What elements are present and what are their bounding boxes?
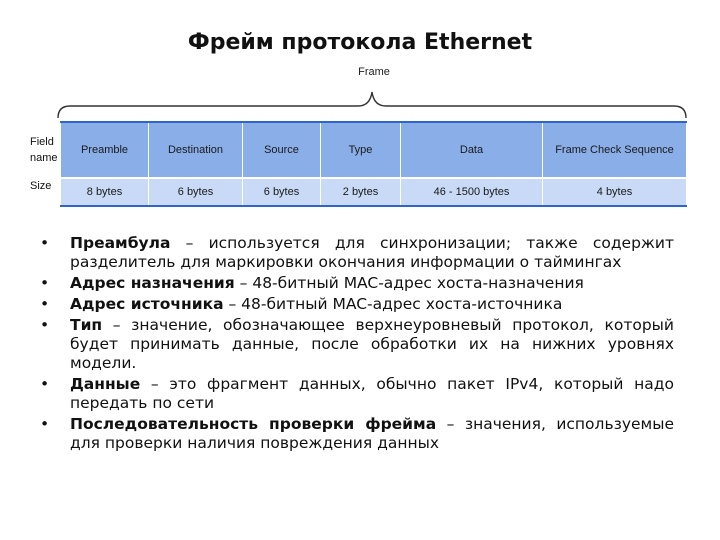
field-name-cell: Source	[243, 122, 321, 178]
slide-title: Фрейм протокола Ethernet	[187, 30, 533, 55]
definition: – значения, используемые для проверки наличия повреждения данных	[70, 415, 674, 452]
list-item	[40, 274, 674, 293]
definition: – значение, обозначающее верхнеуровневый протокол, который будет принимать данные, после обработки их на нижних уровнях модели.	[70, 316, 674, 372]
field-name-cell: Frame Check Sequence	[543, 122, 687, 178]
list-item	[40, 234, 674, 272]
definition: – 48-битный MAC-адрес хоста-назначения	[234, 274, 584, 292]
list-item	[40, 375, 674, 413]
field-names-row	[61, 122, 687, 178]
bullet-icon: •	[40, 274, 50, 292]
field-name-cell: Destination	[149, 122, 243, 178]
field-size-cell: 6 bytes	[243, 178, 321, 206]
field-size-cell: 2 bytes	[321, 178, 401, 206]
term: Тип	[70, 316, 103, 334]
term: Адрес назначения	[70, 274, 235, 292]
field-name-cell: Data	[401, 122, 543, 178]
frame-label: Frame	[358, 66, 390, 78]
term: Последовательность проверки фрейма	[70, 415, 437, 433]
term: Данные	[70, 375, 141, 393]
field-size-cell: 8 bytes	[61, 178, 149, 206]
size-label: Size	[30, 180, 52, 192]
list-item	[40, 316, 674, 373]
definition: – 48-битный MAC-адрес хоста-источника	[223, 295, 563, 313]
bullet-icon: •	[40, 375, 50, 393]
field-sizes-row	[61, 178, 687, 206]
definition: – используется для синхронизации; также содержит разделитель для маркировки окончания информации о таймингах	[70, 234, 674, 271]
list-item	[40, 295, 674, 314]
field-name-label: Field name	[30, 136, 58, 164]
list-item	[40, 415, 674, 453]
term: Преамбула	[70, 234, 171, 252]
definition: – это фрагмент данных, обычно пакет IPv4, который надо передать по сети	[70, 375, 674, 412]
field-size-cell: 4 bytes	[543, 178, 687, 206]
term: Адрес источника	[70, 295, 224, 313]
bullet-icon: •	[40, 415, 50, 433]
bullet-icon: •	[40, 234, 50, 252]
field-size-cell: 6 bytes	[149, 178, 243, 206]
field-size-cell: 46 - 1500 bytes	[401, 178, 543, 206]
ethernet-frame-table	[60, 121, 687, 207]
frame-brace	[56, 86, 688, 120]
bullet-icon: •	[40, 316, 50, 334]
bullet-icon: •	[40, 295, 50, 313]
description-list	[40, 234, 674, 455]
field-name-cell: Type	[321, 122, 401, 178]
field-name-cell: Preamble	[61, 122, 149, 178]
